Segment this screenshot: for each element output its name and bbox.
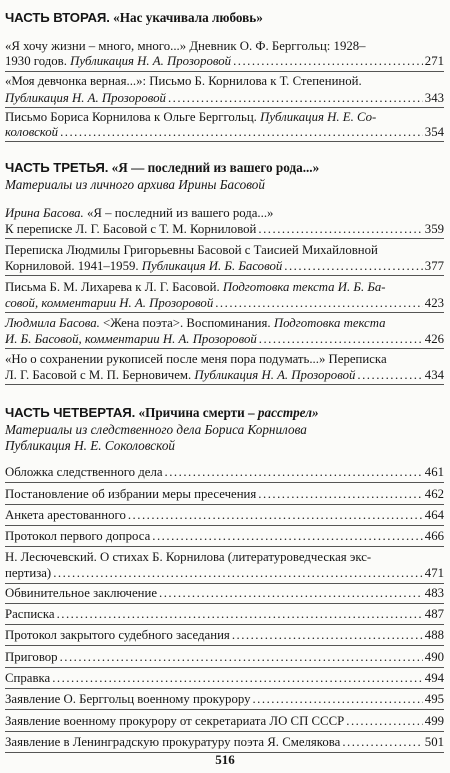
leader-dots <box>342 734 422 750</box>
toc-entry-line: Переписка Людмилы Григорьевны Басовой с Таисией Михайловной <box>5 243 378 257</box>
part2-heading <box>5 10 263 26</box>
leader-dots <box>57 606 423 622</box>
part2-label: ЧАСТЬ ВТОРАЯ. <box>5 10 110 25</box>
divider <box>5 624 444 625</box>
divider <box>5 312 444 313</box>
page-ref: 487 <box>424 607 444 621</box>
leader-dots <box>165 464 423 480</box>
page-ref: 501 <box>424 735 444 749</box>
toc-entry-line: Людмила Басова. <Жена поэта>. Воспоминания. Подготовка текста <box>5 316 386 330</box>
toc-entry[interactable] <box>5 565 444 581</box>
page-ref: 359 <box>424 222 444 236</box>
toc-entry[interactable] <box>5 691 444 707</box>
leader-dots <box>60 649 423 665</box>
entry-title: Протокол закрытого судебного заседания <box>5 628 230 642</box>
divider <box>5 546 444 547</box>
divider <box>5 384 444 385</box>
toc-entry[interactable] <box>5 649 444 665</box>
page-ref: 426 <box>424 332 444 346</box>
divider <box>5 238 444 239</box>
divider <box>5 709 444 710</box>
entry-title: Обвинительное заключение <box>5 586 158 600</box>
divider <box>5 645 444 646</box>
toc-entry-line: Ирина Басова. «Я – последний из вашего рода...» <box>5 206 274 220</box>
toc-entry[interactable] <box>5 713 444 729</box>
toc-entry-line: Письма Б. М. Лихарева к Л. Г. Басовой. Подготовка текста И. Б. Ба- <box>5 280 386 294</box>
toc-entry-line: Письмо Бориса Корнилова к Ольге Берггольц. Публикация Н. Е. Со- <box>5 110 377 124</box>
toc-entry[interactable]: 1930 годов. Публикация Н. А. Прозоровой ..... 271 <box>5 53 444 69</box>
divider <box>5 348 444 349</box>
page-ref: 466 <box>424 529 444 543</box>
leader-dots <box>60 124 423 140</box>
toc-entry[interactable]: К переписке Л. Г. Басовой с Т. М. Корниловой ..... 359 <box>5 221 444 237</box>
page-ref: 471 <box>424 566 444 580</box>
page-ref: 343 <box>424 91 444 105</box>
entry-title: Заявление О. Берггольц военному прокурору <box>5 692 251 706</box>
part4-heading <box>5 405 319 421</box>
entry-title: Заявление в Ленинградскую прокуратуру поэта Я. Смелякова <box>5 735 341 749</box>
toc-entry[interactable]: Публикация Н. А. Прозоровой ..... 343 <box>5 90 444 106</box>
divider <box>5 667 444 668</box>
leader-dots <box>233 53 423 69</box>
page-ref: 377 <box>424 259 444 273</box>
part4-publication: Публикация Н. Е. Соколовской <box>5 438 176 453</box>
toc-entry[interactable] <box>5 670 444 686</box>
divider <box>5 603 444 604</box>
part4-subtitle: Материалы из следственного дела Бориса Корнилова <box>5 422 307 437</box>
toc-entry[interactable]: Корниловой. 1941–1959. Публикация И. Б. Басовой ..... 377 <box>5 258 444 274</box>
entry-title: Расписка <box>5 607 55 621</box>
page-ref: 464 <box>424 508 444 522</box>
leader-dots <box>53 565 423 581</box>
page-ref: 490 <box>424 650 444 664</box>
page-ref: 483 <box>424 586 444 600</box>
part3-heading <box>5 160 319 176</box>
page-ref: 495 <box>424 692 444 706</box>
leader-dots <box>284 258 423 274</box>
toc-entry-line: Н. Лесючевский. О стихах Б. Корнилова (литературоведческая экс- <box>5 550 372 564</box>
entry-title: Приговор <box>5 650 58 664</box>
toc-entry[interactable]: совой, комментарии Н. А. Прозоровой ..... 423 <box>5 295 444 311</box>
divider <box>5 141 444 142</box>
divider <box>5 275 444 276</box>
page-ref: 354 <box>424 125 444 139</box>
entry-title: Обложка следственного дела <box>5 465 163 479</box>
entry-title: Заявление военному прокурору от секретариата ЛО СП СССР <box>5 714 345 728</box>
toc-entry[interactable] <box>5 627 444 643</box>
toc-entry-line: «Но о сохранении рукописей после меня пора подумать...» Переписка <box>5 352 387 366</box>
page-number: 516 <box>215 752 235 767</box>
toc-entry[interactable] <box>5 486 444 502</box>
divider <box>5 71 444 72</box>
toc-entry-line: «Моя девчонка верная...»: Письмо Б. Корнилова к Т. Степениной. <box>5 74 362 88</box>
part2-title: «Нас укачивала любовь» <box>113 10 263 25</box>
toc-entry-line: «Я хочу жизни – много, много...» Дневник О. Ф. Берггольц: 1928– <box>5 39 366 53</box>
part3-subtitle: Материалы из личного архива Ирины Басовой <box>5 177 265 192</box>
divider <box>5 731 444 732</box>
leader-dots <box>258 486 423 502</box>
page-ref: 488 <box>424 628 444 642</box>
leader-dots <box>258 221 422 237</box>
part3-label: ЧАСТЬ ТРЕТЬЯ. <box>5 160 109 175</box>
leader-dots <box>215 295 423 311</box>
leader-dots <box>357 367 422 383</box>
part3-title: «Я — последний из вашего рода...» <box>111 160 320 175</box>
toc-entry[interactable] <box>5 734 444 750</box>
page-ref: 461 <box>424 465 444 479</box>
divider <box>5 688 444 689</box>
leader-dots <box>232 627 423 643</box>
toc-entry[interactable] <box>5 528 444 544</box>
entry-title: пертиза) <box>5 566 52 580</box>
part4-title: «Причина смерти – <box>138 405 255 420</box>
page-ref: 434 <box>424 368 444 382</box>
toc-entry[interactable] <box>5 507 444 523</box>
leader-dots <box>346 713 423 729</box>
divider <box>5 525 444 526</box>
leader-dots <box>168 90 423 106</box>
toc-entry[interactable] <box>5 606 444 622</box>
divider <box>5 107 444 108</box>
page-ref: 462 <box>424 487 444 501</box>
leader-dots <box>159 585 423 601</box>
leader-dots <box>152 528 423 544</box>
toc-entry[interactable] <box>5 464 444 480</box>
leader-dots <box>128 507 423 523</box>
page-ref: 423 <box>424 296 444 310</box>
part4-label: ЧАСТЬ ЧЕТВЕРТАЯ. <box>5 405 136 420</box>
entry-title: Постановление об избрании меры пресечения <box>5 487 257 501</box>
entry-title: Протокол первого допроса <box>5 529 151 543</box>
leader-dots <box>259 331 423 347</box>
toc-entry[interactable]: И. Б. Басовой, комментарии Н. А. Прозоровой ..... 426 <box>5 331 444 347</box>
page-ref: 494 <box>424 671 444 685</box>
leader-dots <box>252 691 422 707</box>
toc-entry[interactable]: Л. Г. Басовой с М. П. Берновичем. Публикация Н. А. Прозоровой ..... 434 <box>5 367 444 383</box>
entry-title: Анкета арестованного <box>5 508 126 522</box>
page-ref: 499 <box>424 714 444 728</box>
part4-title-italic: расстрел» <box>257 405 319 420</box>
divider <box>5 583 444 584</box>
toc-entry[interactable] <box>5 585 444 601</box>
leader-dots <box>52 670 423 686</box>
divider <box>5 504 444 505</box>
toc-entry[interactable]: коловской ..... 354 <box>5 124 444 140</box>
divider <box>5 482 444 483</box>
page-ref: 271 <box>424 54 444 68</box>
entry-title: Справка <box>5 671 51 685</box>
